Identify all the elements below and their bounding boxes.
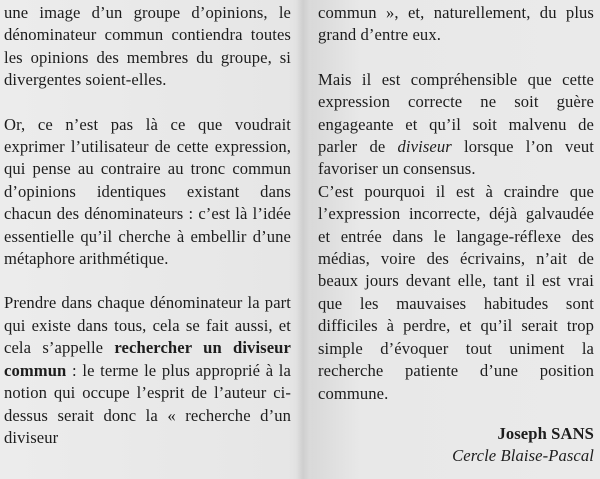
left-column (4, 2, 291, 449)
left-paragraph-3 (4, 292, 291, 449)
right-paragraph-2-end: lorsque l’on veut favoriser un consensus. (318, 137, 594, 179)
left-paragraph-3-end: : le terme le plus approprié à la notion qui occupe l’esprit de l’auteur ci-dessus serait donc la « recherche d’un diviseur (4, 360, 291, 447)
right-paragraph-3: C’est pourquoi il est à craindre que l’expression incorrecte, déjà galvaudée et entrée dans le langage-réflexe des médias, voire des écrivains, n’ait de beaux jours devant elle, tant il est vrai que les mauvaises habitudes sont difficiles à perdre, et qu’il serait trop simple d’évoquer tout uniment la recherche patiente d’une position commune. (318, 181, 594, 403)
signature-block (318, 423, 594, 467)
right-paragraph-2-italic: diviseur (397, 137, 452, 157)
left-paragraph-2: Or, ce n’est pas là ce que voudrait exprimer l’utilisateur de cette expression, qui pense au contraire au tronc commun d’opinions identiques existant dans chacun des dénominateurs : c’est là l’idée essentielle qu’il cherche à embellir d’une métaphore arithmétique. (4, 114, 291, 269)
right-paragraph-1: commun », et, naturellement, du plus grand d’entre eux. (318, 3, 594, 45)
author-name: Joseph SANS (497, 423, 594, 443)
right-column (318, 2, 594, 467)
right-paragraph-2-start: Mais il est compréhensible que cette expression correcte ne soit guère engageante et qu’il soit malvenu de parler de (318, 69, 594, 157)
left-paragraph-1: une image d’un groupe d’opinions, le dénominateur commun contiendra toutes les opinions des membres du groupe, si divergentes soient-elles. (4, 3, 291, 90)
author-affiliation: Cercle Blaise-Pascal (452, 445, 594, 465)
page-fold-shadow (296, 0, 310, 479)
left-paragraph-3-bold: rechercher un diviseur commun (4, 338, 291, 380)
left-paragraph-3-start: Prendre dans chaque dénominateur la part qui existe dans tous, cela se fait aussi, et cela s’appelle (4, 293, 291, 358)
right-paragraph-2 (318, 69, 594, 181)
